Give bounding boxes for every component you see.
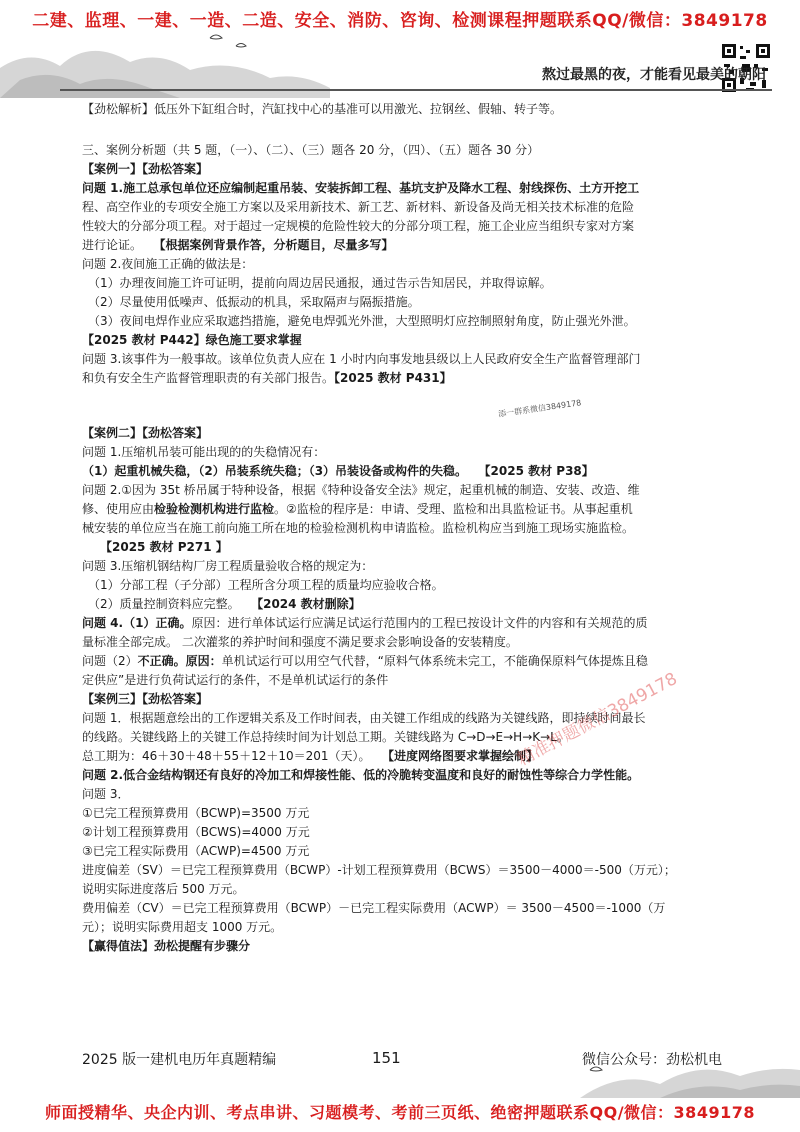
case3-q1-total-text: 总工期为：46＋30＋48＋55＋12＋10＝201（天）。: [82, 749, 371, 763]
case1-textbook-ref: 【2025 教材 P442】绿色施工要求掌握: [82, 333, 302, 347]
case-heading-1: 【案例一】【劲松答案】: [82, 162, 209, 176]
case2-q4-verdict: （1）正确。: [123, 616, 192, 630]
document-body: [82, 100, 722, 956]
case2-q4b-line1: [82, 652, 722, 671]
case1-q3-line2: [82, 369, 722, 388]
page-number: 151: [372, 1049, 401, 1067]
case2-q4-reason: 原因：进行单体试运行应满足试运行范围内的工程已按设计文件的内容和有关规范的质: [191, 616, 648, 630]
case2-q2-line2-bold: 检验检测机构进行监检: [154, 502, 275, 516]
case2-q4-line1: [82, 614, 722, 633]
case1-q1-line1: [82, 179, 722, 198]
case2-q4b-reason: 单机试运行可以用空气代替，“原料气体系统未完工，不能确保原料气体提炼且稳: [221, 654, 648, 668]
case2-q1: 问题 1.压缩机吊装可能出现的的失稳情况有：: [82, 445, 326, 459]
case2-q4b-label: 问题（2）: [82, 654, 138, 668]
case3-q1-total: [82, 747, 722, 766]
case2-q2-line2-b: 。②监检的程序是：申请、受理、监检和出具监检证书。从事起重机: [274, 502, 633, 516]
section-heading: 三、案例分析题（共 5 题，（一）、（二）、（三）题各 20 分，（四）、（五）题各 30 分）: [82, 143, 540, 157]
case2-q3-ref: 【2024 教材删除】: [251, 597, 361, 611]
case-heading-3: 【案例三】【劲松答案】: [82, 692, 209, 706]
case2-q1-ref: 【2025 教材 P38】: [478, 464, 594, 478]
case2-q1-answer-text: （1）起重机械失稳，（2）吊装系统失稳；（3）吊装设备或构件的失稳。: [82, 464, 468, 478]
case3-q3-sv-line2: 说明实际进度落后 500 万元。: [82, 882, 245, 896]
analysis-note: 【劲松解析】低压外下缸组合时，汽缸找中心的基准可以用激光、拉钢丝、假轴、转子等。: [82, 102, 563, 116]
case3-q3-cv-line2: 元）；说明实际费用超支 1000 万元。: [82, 920, 283, 934]
case-heading-2: 【案例二】【劲松答案】: [82, 426, 209, 440]
case3-q1-tip: 【进度网络图要求掌握绘制】: [381, 749, 538, 763]
case1-q2-item2: （2）尽量使用低噪声、低振动的机具，采取隔声与隔振措施。: [88, 295, 420, 309]
case1-q1-line3: 性较大的分部分项工程。对于超过一定规模的危险性较大的分部分项工程，施工企业应当组织专家对方案: [82, 219, 635, 233]
footer-book-title: 2025 版一建机电历年真题精编: [82, 1052, 277, 1068]
top-promo-banner: 二建、监理、一建、一造、二造、安全、消防、咨询、检测课程押题联系QQ/微信：3849178: [32, 11, 768, 31]
case3-q3-bcws: ②计划工程预算费用（BCWS)=4000 万元: [82, 825, 310, 839]
case3-q3-sv-line1: 进度偏差（SV）＝已完工程预算费用（BCWP）-计划工程预算费用（BCWS）＝3500－4000＝-500（万元）；: [82, 863, 676, 877]
case2-q1-answer: [82, 462, 722, 481]
diagonal-watermark: 精准押题微信3849178: [514, 668, 681, 771]
case1-q2-item1: （1）办理夜间施工许可证明，提前向周边居民通报，通过告示告知居民，并取得谅解。: [88, 276, 552, 290]
case3-q1-line1: 问题 1．根据题意绘出的工作逻辑关系及工作时间表，由关键工作组成的线路为关键线路，即持续时间最长: [82, 711, 646, 725]
ink-landscape-decoration: [520, 1040, 800, 1098]
case3-q3: 问题 3．: [82, 787, 130, 801]
case3-q2: 问题 2.低合金结构钢还有良好的冷加工和焊接性能、低的冷脆转变温度和良好的耐蚀性等综合力学性能。: [82, 768, 640, 782]
case2-q2-line3: 械安装的单位应当在施工前向施工所在地的检验检测机构申请监检。监检机构应当到施工现场实施监检。: [82, 521, 635, 535]
bottom-promo-banner: 师面授精华、央企内训、考点串讲、习题模考、考前三页纸、绝密押题联系QQ/微信：3849178: [45, 1103, 755, 1122]
case3-tip: 【赢得值法】劲松提醒有步骤分: [82, 939, 251, 953]
small-watermark: 添一群系微信3849178: [497, 398, 582, 419]
case3-q3-cv-line1: 费用偏差（CV）＝已完工程预算费用（BCWP）－已完工程实际费用（ACWP）＝ 3500－4500＝-1000（万: [82, 901, 666, 915]
case1-q2: 问题 2.夜间施工正确的做法是：: [82, 257, 254, 271]
case3-q1-line2: 的线路。关键线路上的关键工作总持续时间为计划总工期。关键线路为 C→D→E→H→K→L。: [82, 730, 569, 744]
case1-q2-item3: （3）夜间电焊作业应采取遮挡措施，避免电焊弧光外泄，大型照明灯应控制照射角度，防止强光外泄。: [88, 314, 636, 328]
ink-landscape-decoration: [0, 28, 330, 98]
footer-wechat: 微信公众号：劲松机电: [582, 1052, 722, 1068]
header-motto: 熬过最黑的夜，才能看见最美的朝阳: [542, 67, 766, 83]
case1-q1-tip: 【根据案例背景作答，分析题目，尽量多写】: [153, 238, 394, 252]
case1-q1-line2: 程、高空作业的专项安全施工方案以及采用新技术、新工艺、新材料、新设备及尚无相关技术标准的危险: [82, 200, 635, 214]
case2-q3-item2-text: （2）质量控制资料应完整。: [88, 597, 240, 611]
case1-q1-line4-text: 进行论证。: [82, 238, 143, 252]
case2-q4-line2: 量标准全部完成。 二次灌浆的养护时间和强度不满足要求会影响设备的安装精度。: [82, 635, 518, 649]
case3-q3-bcwp: ①已完工程预算费用（BCWP)=3500 万元: [82, 806, 310, 820]
case2-q2-ref: 【2025 教材 P271 】: [100, 540, 228, 554]
case2-q3-item1: （1）分部工程（子分部）工程所含分项工程的质量均应验收合格。: [88, 578, 444, 592]
case1-q3-line2-text: 和负有安全生产监督管理职责的有关部门报告。: [82, 371, 335, 385]
case2-q4b-line2: 定供应”是进行负荷试运行的条件，不是单机试运行的条件: [82, 673, 389, 687]
case3-q3-acwp: ③已完工程实际费用（ACWP)=4500 万元: [82, 844, 310, 858]
case1-q1-line4: [82, 236, 722, 255]
case2-q4-label: 问题 4.: [82, 616, 124, 630]
case1-q3-line1: 问题 3.该事件为一般事故。该单位负责人应在 1 小时内向事发地县级以上人民政府安全生产监督管理部门: [82, 352, 641, 366]
case2-q2-line1: 问题 2.①因为 35t 桥吊属于特种设备，根据《特种设备安全法》规定，起重机械的制造、安装、改造、维: [82, 483, 640, 497]
case2-q4b-verdict: 不正确。原因：: [137, 654, 222, 668]
case2-q2-line2: [82, 500, 722, 519]
case1-q3-ref: 【2025 教材 P431】: [334, 371, 452, 385]
case2-q2-line2-a: 修、使用应由: [82, 502, 155, 516]
case1-q1-line1-text: 问题 1.施工总承包单位还应编制起重吊装、安装拆卸工程、基坑支护及降水工程、射线探伤、土方开挖工: [82, 181, 640, 195]
header-divider: [60, 89, 772, 91]
case2-q3-item2: [82, 595, 722, 614]
case2-q3: 问题 3.压缩机钢结构厂房工程质量验收合格的规定为：: [82, 559, 374, 573]
